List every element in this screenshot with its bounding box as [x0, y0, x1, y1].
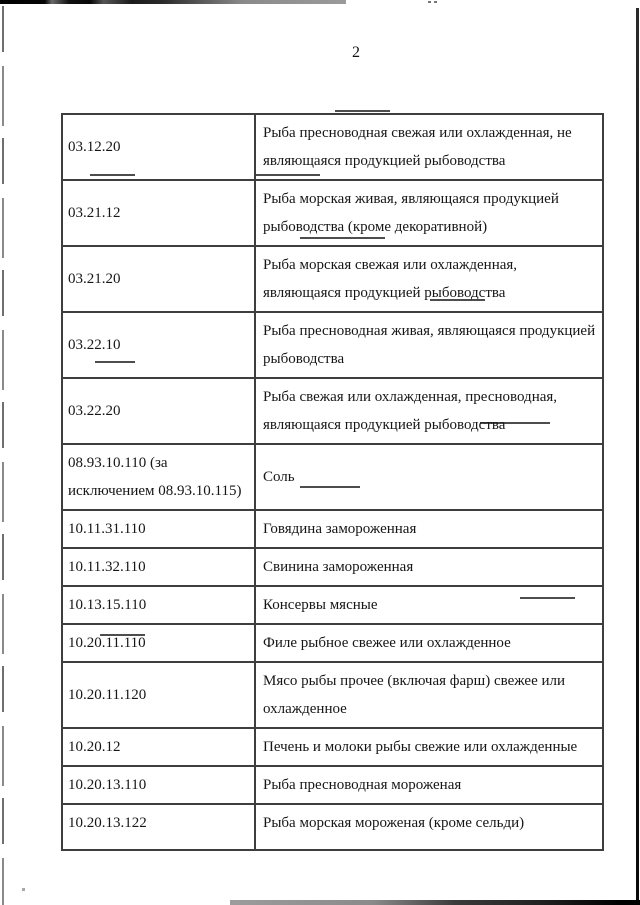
- product-code-cell: 08.93.10.110 (за исключением 08.93.10.115): [62, 444, 255, 510]
- product-description-cell: Рыба свежая или охлажденная, пресноводная, являющаяся продукцией рыбоводства: [255, 378, 603, 444]
- product-description-cell: Рыба пресноводная живая, являющаяся продукцией рыбоводства: [255, 312, 603, 378]
- product-codes-table: [61, 113, 604, 851]
- table-row: [62, 246, 603, 312]
- product-description-cell: Рыба морская свежая или охлажденная, являющаяся продукцией рыбоводства: [255, 246, 603, 312]
- table-row: [62, 624, 603, 662]
- page-number: 2: [352, 44, 360, 61]
- product-code-cell: 03.12.20: [62, 114, 255, 180]
- table-row: [62, 804, 603, 850]
- product-code-cell: 03.21.20: [62, 246, 255, 312]
- table-row: [62, 586, 603, 624]
- product-code-cell: 10.20.13.110: [62, 766, 255, 804]
- table-row: [62, 180, 603, 246]
- table-row: [62, 548, 603, 586]
- scan-edge-top-tick: [428, 1, 438, 3]
- product-description-cell: Говядина замороженная: [255, 510, 603, 548]
- product-code-cell: 10.20.13.122: [62, 804, 255, 850]
- product-description-cell: Консервы мясные: [255, 586, 603, 624]
- table-row: [62, 444, 603, 510]
- scan-smudge: [335, 110, 390, 112]
- scan-edge-left: [2, 6, 4, 905]
- product-codes-table-body: [62, 114, 603, 850]
- product-description-cell: Рыба морская живая, являющаяся продукцией рыбоводства (кроме декоративной): [255, 180, 603, 246]
- product-code-cell: 10.20.12: [62, 728, 255, 766]
- table-row: [62, 510, 603, 548]
- product-code-cell: 10.11.31.110: [62, 510, 255, 548]
- product-description-cell: Рыба морская мороженая (кроме сельди): [255, 804, 603, 850]
- product-code-cell: 10.11.32.110: [62, 548, 255, 586]
- product-description-cell: Свинина замороженная: [255, 548, 603, 586]
- product-code-cell: 03.21.12: [62, 180, 255, 246]
- table-row: [62, 114, 603, 180]
- product-code-cell: 03.22.10: [62, 312, 255, 378]
- product-code-cell: 10.20.11.120: [62, 662, 255, 728]
- product-code-cell: 10.13.15.110: [62, 586, 255, 624]
- product-description-cell: Соль: [255, 444, 603, 510]
- scan-edge-top: [0, 0, 346, 4]
- product-description-cell: Рыба пресноводная свежая или охлажденная, не являющаяся продукцией рыбоводства: [255, 114, 603, 180]
- product-description-cell: Мясо рыбы прочее (включая фарш) свежее или охлажденное: [255, 662, 603, 728]
- product-code-cell: 10.20.11.110: [62, 624, 255, 662]
- table-row: [62, 662, 603, 728]
- table-row: [62, 378, 603, 444]
- product-description-cell: Рыба пресноводная мороженая: [255, 766, 603, 804]
- table-row: [62, 728, 603, 766]
- scan-speck: [22, 888, 25, 891]
- table-row: [62, 766, 603, 804]
- product-description-cell: Печень и молоки рыбы свежие или охлажденные: [255, 728, 603, 766]
- scan-edge-right: [636, 8, 639, 905]
- scan-edge-bottom: [230, 900, 640, 905]
- table-row: [62, 312, 603, 378]
- product-code-cell: 03.22.20: [62, 378, 255, 444]
- product-description-cell: Филе рыбное свежее или охлажденное: [255, 624, 603, 662]
